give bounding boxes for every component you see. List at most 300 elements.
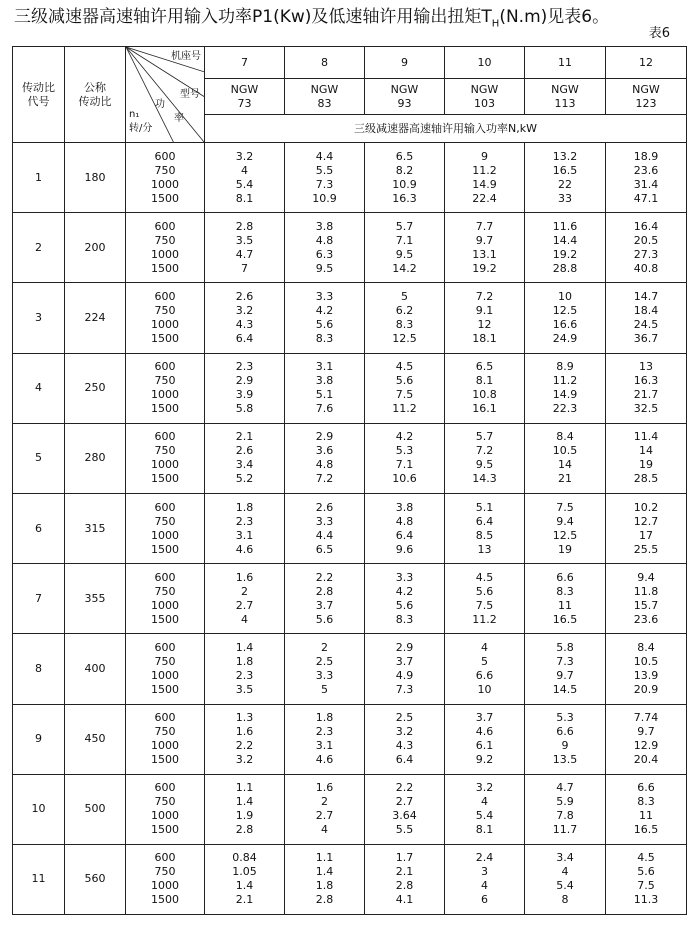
power-value: 6.4 [395, 528, 414, 542]
power-value: 2.8 [235, 219, 254, 233]
power-value: 9.4 [556, 514, 574, 528]
model-cell: NGW 113 [525, 79, 606, 115]
power-value: 7.5 [556, 500, 574, 514]
power-value: 9.2 [475, 753, 494, 767]
power-value-cell [445, 704, 525, 774]
power-value: 18.9 [633, 149, 659, 163]
speed-value: 600 [154, 289, 176, 303]
table-label: 表6 [648, 26, 670, 41]
speed-value: 600 [154, 149, 176, 163]
power-value: 19.2 [472, 261, 497, 275]
power-value: 8.1 [475, 374, 494, 388]
power-value-cell [365, 213, 445, 283]
power-value-cell [285, 423, 365, 493]
power-value: 10.9 [312, 191, 337, 205]
nominal-ratio-cell: 224 [65, 283, 126, 353]
power-value: 3.4 [556, 851, 574, 865]
power-value: 2.1 [235, 893, 254, 907]
power-value: 7.7 [475, 219, 494, 233]
power-value: 3.6 [315, 444, 334, 458]
model-cell: NGW 83 [285, 79, 365, 115]
speed-value: 600 [154, 219, 176, 233]
speed-value: 1000 [151, 528, 179, 542]
power-value: 12 [477, 317, 492, 331]
power-value: 12.7 [633, 514, 659, 528]
input-speed-cell [126, 844, 205, 914]
power-value-cell [365, 844, 445, 914]
power-value-cell [606, 564, 687, 634]
power-value: 8.1 [475, 823, 494, 837]
power-value: 8.1 [235, 191, 254, 205]
power-value: 2.1 [395, 865, 414, 879]
speed-value: 750 [154, 865, 176, 879]
input-speed-cell [126, 564, 205, 634]
speed-value: 600 [154, 570, 176, 584]
power-value: 23.6 [633, 163, 659, 177]
speed-value: 1000 [151, 177, 179, 191]
power-value: 16.3 [392, 191, 417, 205]
power-value: 6.6 [637, 781, 655, 795]
power-value: 4.8 [395, 514, 414, 528]
power-value: 13.9 [633, 668, 659, 682]
power-value: 3.1 [315, 739, 334, 753]
speed-value: 600 [154, 781, 176, 795]
speed-value: 1500 [151, 823, 179, 837]
power-value: 13.1 [472, 247, 497, 261]
power-value: 1.6 [315, 781, 334, 795]
power-value: 2.9 [315, 430, 334, 444]
power-value: 7.3 [315, 177, 334, 191]
power-value-cell [445, 213, 525, 283]
power-value: 19 [558, 542, 572, 556]
power-value: 13 [639, 360, 653, 374]
power-value: 2.5 [315, 654, 334, 668]
label-model: 型号 [180, 89, 200, 100]
label-rate: 率 [174, 113, 184, 124]
power-value: 24.9 [552, 331, 578, 345]
power-value: 1.7 [395, 851, 414, 865]
power-value: 1.4 [235, 879, 254, 893]
power-value: 3.7 [395, 654, 414, 668]
power-value: 4 [241, 163, 248, 177]
power-value: 2 [321, 795, 328, 809]
power-value: 6.1 [475, 739, 494, 753]
power-value: 7.5 [395, 388, 414, 402]
power-value-cell [445, 283, 525, 353]
power-value-cell [445, 423, 525, 493]
power-value: 5.7 [395, 219, 414, 233]
power-value: 14.9 [552, 388, 578, 402]
power-table [12, 46, 687, 915]
power-value: 5.3 [556, 711, 574, 725]
power-value: 14.5 [552, 682, 578, 696]
power-value: 16.4 [633, 219, 659, 233]
power-value-cell [365, 634, 445, 704]
power-value: 3.1 [235, 528, 254, 542]
power-value: 5.7 [475, 430, 494, 444]
power-value: 5.6 [395, 374, 414, 388]
power-value: 4.9 [395, 668, 414, 682]
power-value: 20.5 [633, 233, 659, 247]
input-speed-cell [126, 493, 205, 563]
power-value: 21 [558, 472, 572, 486]
power-value: 12.5 [552, 303, 578, 317]
table-row [13, 143, 687, 213]
nominal-ratio-cell: 400 [65, 634, 126, 704]
model-cell: NGW 93 [365, 79, 445, 115]
power-value-cell [285, 493, 365, 563]
power-value: 10.5 [552, 444, 578, 458]
ratio-code-cell: 4 [13, 353, 65, 423]
power-value-cell [525, 143, 606, 213]
power-value: 3.4 [235, 458, 254, 472]
power-value: 3.9 [235, 388, 254, 402]
power-value: 11 [558, 598, 572, 612]
speed-value: 600 [154, 500, 176, 514]
power-value: 12.5 [552, 528, 578, 542]
table-row [13, 213, 687, 283]
power-value: 3.8 [395, 500, 414, 514]
power-value: 4.7 [556, 781, 574, 795]
power-value: 7.5 [637, 879, 655, 893]
power-value: 4 [481, 640, 488, 654]
table-row [13, 283, 687, 353]
power-value: 36.7 [633, 331, 659, 345]
power-value: 3.7 [315, 598, 334, 612]
power-value: 25.5 [633, 542, 659, 556]
power-value: 11 [639, 809, 653, 823]
power-value: 5.5 [395, 823, 414, 837]
size-cell: 9 [365, 47, 445, 79]
power-value: 2.3 [235, 360, 254, 374]
power-value: 17 [639, 528, 653, 542]
power-value: 5.6 [395, 598, 414, 612]
ratio-code-cell: 7 [13, 564, 65, 634]
speed-value: 1000 [151, 247, 179, 261]
power-value: 5.4 [235, 177, 254, 191]
power-value: 28.5 [633, 472, 659, 486]
power-value: 2.2 [395, 781, 414, 795]
power-value: 4.2 [395, 584, 414, 598]
power-value-cell [205, 143, 285, 213]
power-value: 2 [321, 640, 328, 654]
power-value-cell [365, 423, 445, 493]
power-value-cell [205, 564, 285, 634]
power-value-cell [205, 213, 285, 283]
power-value: 7.2 [475, 289, 494, 303]
power-value: 8.2 [395, 163, 414, 177]
power-value: 5 [401, 289, 408, 303]
power-value: 6.6 [556, 725, 574, 739]
power-value: 2.7 [235, 598, 254, 612]
table-row [13, 564, 687, 634]
power-value: 21.7 [633, 388, 659, 402]
power-value: 10.6 [392, 472, 417, 486]
power-value-cell [525, 634, 606, 704]
power-value: 1.3 [235, 711, 254, 725]
power-value: 3.2 [235, 303, 254, 317]
power-value-cell [285, 283, 365, 353]
power-value-cell [205, 844, 285, 914]
power-value-cell [445, 634, 525, 704]
power-value: 27.3 [633, 247, 659, 261]
speed-value: 750 [154, 444, 176, 458]
power-value: 10 [558, 289, 572, 303]
ratio-code-cell: 1 [13, 143, 65, 213]
power-value-cell [606, 844, 687, 914]
power-value: 4 [241, 612, 248, 626]
table-row [13, 844, 687, 914]
speed-value: 1000 [151, 739, 179, 753]
power-value-cell [445, 493, 525, 563]
power-value: 22.4 [472, 191, 497, 205]
power-value: 2.7 [395, 795, 414, 809]
power-value: 5.6 [315, 317, 334, 331]
power-value-cell [445, 844, 525, 914]
speed-value: 750 [154, 163, 176, 177]
power-value: 1.8 [315, 711, 334, 725]
speed-value: 1000 [151, 388, 179, 402]
table-row [13, 423, 687, 493]
power-value: 8.4 [556, 430, 574, 444]
power-value: 2.8 [395, 879, 414, 893]
power-value-cell [285, 774, 365, 844]
power-value: 13 [477, 542, 492, 556]
nominal-ratio-cell: 355 [65, 564, 126, 634]
power-value: 5.8 [235, 402, 254, 416]
power-value: 2.6 [235, 289, 254, 303]
power-value: 22 [558, 177, 572, 191]
power-value-cell [606, 634, 687, 704]
power-value: 4.3 [395, 739, 414, 753]
label-n1: n₁ [129, 109, 140, 120]
power-value: 4.8 [315, 458, 334, 472]
power-value: 10 [477, 682, 492, 696]
power-value: 9.6 [395, 542, 414, 556]
power-value: 1.1 [315, 851, 334, 865]
power-value-cell [525, 774, 606, 844]
nominal-ratio-cell: 180 [65, 143, 126, 213]
power-value-cell [365, 283, 445, 353]
power-value: 7.5 [475, 598, 494, 612]
nominal-ratio-cell: 450 [65, 704, 126, 774]
power-value: 5 [321, 682, 328, 696]
power-value: 13.5 [552, 753, 578, 767]
power-value: 4.5 [637, 851, 655, 865]
speed-value: 750 [154, 654, 176, 668]
table-row [13, 634, 687, 704]
power-value: 40.8 [633, 261, 659, 275]
power-value: 2.5 [395, 711, 414, 725]
label-power: 功 [155, 99, 165, 110]
ratio-code-cell: 6 [13, 493, 65, 563]
nominal-ratio-cell: 250 [65, 353, 126, 423]
power-value: 4.2 [315, 303, 334, 317]
speed-value: 1500 [151, 682, 179, 696]
ratio-code-cell: 5 [13, 423, 65, 493]
power-value: 5.1 [475, 500, 494, 514]
power-value-cell [205, 423, 285, 493]
power-value: 5.5 [315, 163, 334, 177]
power-value: 3.64 [392, 809, 417, 823]
power-value: 5.2 [235, 472, 254, 486]
power-value: 9.5 [395, 247, 414, 261]
power-value-cell [525, 844, 606, 914]
power-value: 6.3 [315, 247, 334, 261]
power-value: 3.5 [235, 233, 254, 247]
power-value-cell [445, 774, 525, 844]
power-value: 22.3 [552, 402, 578, 416]
power-value: 10.8 [472, 388, 497, 402]
power-value: 4.2 [395, 430, 414, 444]
power-value: 13.2 [552, 149, 578, 163]
power-value-cell [365, 493, 445, 563]
power-value-cell [606, 353, 687, 423]
size-cell: 8 [285, 47, 365, 79]
power-value: 6.5 [475, 360, 494, 374]
input-speed-cell [126, 704, 205, 774]
power-value: 10.5 [633, 654, 659, 668]
power-value: 5.6 [475, 584, 494, 598]
power-value: 7.2 [315, 472, 334, 486]
power-value: 4.4 [315, 528, 334, 542]
power-value: 6 [481, 893, 488, 907]
power-value-cell [285, 564, 365, 634]
speed-value: 600 [154, 640, 176, 654]
power-value: 8.9 [556, 360, 574, 374]
power-value: 3.8 [315, 374, 334, 388]
model-cell: NGW 73 [205, 79, 285, 115]
power-value-cell [205, 774, 285, 844]
power-value: 11.2 [552, 374, 578, 388]
power-value-cell [285, 844, 365, 914]
power-value: 9.7 [556, 668, 574, 682]
power-value-cell [205, 704, 285, 774]
power-value: 2.8 [315, 893, 334, 907]
power-value-cell [445, 564, 525, 634]
power-value: 3.5 [235, 682, 254, 696]
power-value: 8.4 [637, 640, 655, 654]
power-value: 3 [481, 865, 488, 879]
power-value-cell [365, 704, 445, 774]
power-value: 12.5 [392, 331, 417, 345]
power-value-cell [365, 774, 445, 844]
ratio-code-cell: 3 [13, 283, 65, 353]
power-value: 1.8 [235, 654, 254, 668]
input-speed-cell [126, 143, 205, 213]
speed-value: 1500 [151, 331, 179, 345]
power-value: 11.2 [392, 402, 417, 416]
power-value: 11.2 [472, 612, 497, 626]
power-value: 9.7 [475, 233, 494, 247]
size-cell: 11 [525, 47, 606, 79]
power-value: 1.4 [235, 795, 254, 809]
power-value: 16.3 [633, 374, 659, 388]
power-value: 3.3 [315, 289, 334, 303]
power-value: 9.7 [637, 725, 655, 739]
power-value-cell [525, 564, 606, 634]
speed-value: 1000 [151, 458, 179, 472]
power-value: 6.4 [475, 514, 494, 528]
speed-value: 600 [154, 711, 176, 725]
power-value: 10.9 [392, 177, 417, 191]
power-value-cell [525, 704, 606, 774]
power-value: 24.5 [633, 317, 659, 331]
power-value-cell [525, 423, 606, 493]
speed-value: 750 [154, 795, 176, 809]
power-value: 19 [639, 458, 653, 472]
power-value: 6.5 [395, 149, 414, 163]
ratio-code-cell: 9 [13, 704, 65, 774]
power-value: 6.6 [475, 668, 494, 682]
power-value: 1.9 [235, 809, 254, 823]
power-value: 16.6 [552, 317, 578, 331]
power-value: 4.1 [395, 893, 414, 907]
header-ratio-code: 传动比 代号 [13, 47, 65, 143]
power-value: 7.1 [395, 233, 414, 247]
power-value: 47.1 [633, 191, 659, 205]
model-cell: NGW 123 [606, 79, 687, 115]
power-value-cell [606, 423, 687, 493]
speed-value: 1500 [151, 612, 179, 626]
power-value: 1.4 [235, 640, 254, 654]
power-value: 1.05 [232, 865, 257, 879]
model-cell: NGW 103 [445, 79, 525, 115]
ratio-code-cell: 10 [13, 774, 65, 844]
speed-value: 600 [154, 430, 176, 444]
speed-value: 1000 [151, 317, 179, 331]
power-value: 3.7 [475, 711, 494, 725]
power-value: 11.8 [633, 584, 659, 598]
power-value-cell [205, 493, 285, 563]
speed-value: 750 [154, 233, 176, 247]
power-value: 5.4 [556, 879, 574, 893]
power-value: 8.3 [395, 612, 414, 626]
power-value: 8.3 [315, 331, 334, 345]
power-value: 11.7 [552, 823, 578, 837]
power-value: 2.3 [235, 668, 254, 682]
power-value: 7 [241, 261, 248, 275]
power-value-cell [525, 283, 606, 353]
power-value: 5.1 [315, 388, 334, 402]
power-value: 28.8 [552, 261, 578, 275]
power-value: 3.2 [235, 149, 254, 163]
power-value: 1.1 [235, 781, 254, 795]
power-value: 14.4 [552, 233, 578, 247]
power-value-cell [606, 704, 687, 774]
power-value: 14 [639, 444, 653, 458]
power-value-cell [445, 353, 525, 423]
power-value: 4.7 [235, 247, 254, 261]
power-value: 16.5 [633, 823, 659, 837]
power-value: 4 [481, 795, 488, 809]
table-row [13, 774, 687, 844]
speed-value: 600 [154, 360, 176, 374]
power-value: 0.84 [232, 851, 257, 865]
power-value: 2.2 [315, 570, 334, 584]
power-value: 4.4 [315, 149, 334, 163]
power-value-cell [285, 704, 365, 774]
power-value: 9.5 [315, 261, 334, 275]
speed-value: 750 [154, 514, 176, 528]
power-value: 16.1 [472, 402, 497, 416]
power-value: 7.74 [633, 711, 659, 725]
power-value: 8.3 [395, 317, 414, 331]
speed-value: 1500 [151, 472, 179, 486]
power-value: 8 [561, 893, 569, 907]
ratio-code-cell: 2 [13, 213, 65, 283]
speed-value: 1500 [151, 402, 179, 416]
